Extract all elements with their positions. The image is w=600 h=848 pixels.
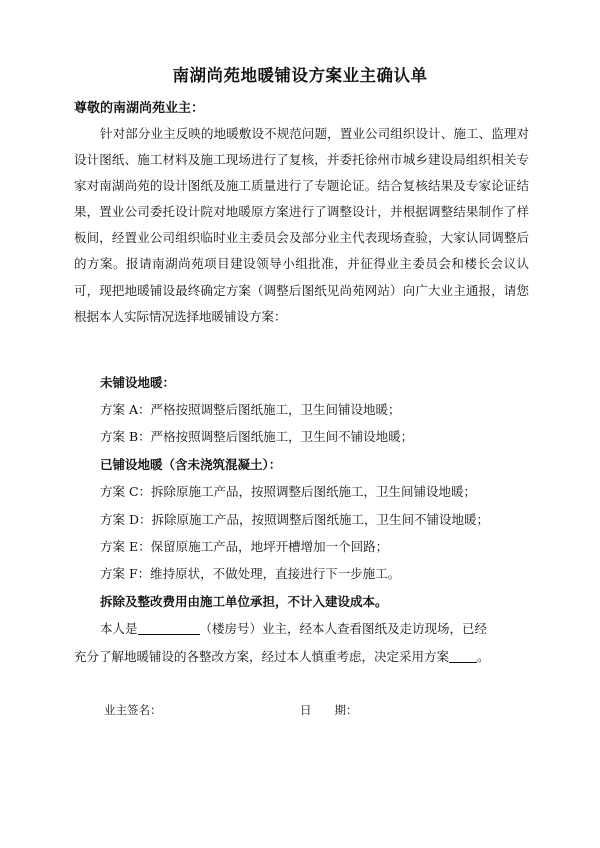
confirmation-text-1: 本人是 [100,621,138,636]
signature-label: 业主签名： [104,703,162,717]
date-label: 日 期： [300,703,358,717]
confirmation-line-2 [74,647,490,665]
option-e: 方案 E：保留原施工产品，地坪开槽增加一个回路； [100,539,389,554]
confirmation-text-4: 。 [477,649,490,664]
option-f: 方案 F：维持原状，不做处理，直接进行下一步施工。 [100,566,401,581]
option-b: 方案 B：严格按照调整后图纸施工，卫生间不铺设地暖； [100,429,414,444]
document-title: 南湖尚苑地暖铺设方案业主确认单 [172,66,428,85]
cost-note: 拆除及整改费用由施工单位承担，不计入建设成本。 [100,594,388,609]
confirmation-text-3: 充分了解地暖铺设的各整改方案，经过本人慎重考虑，决定采用方案 [74,649,450,664]
section-heading-installed: 已铺设地暖（含未浇筑混凝土）： [100,457,282,472]
option-d: 方案 D：拆除原施工产品，按照调整后图纸施工，卫生间不铺设地暖； [100,512,489,527]
confirmation-text-2: （楼房号）业主，经本人查看图纸及走访现场，已经 [199,621,488,636]
chosen-option-blank[interactable] [449,662,477,663]
confirmation-line-1 [100,619,487,637]
intro-paragraph: 针对部分业主反映的地暖敷设不规范问题，置业公司组织设计、施工、监理对设计图纸、施工材料及施工现场进行了复核，并委托徐州市城乡建设局组织相关专家对南湖尚苑的设计图纸及施工质量进行了专题论证。结合复核结果及专家论证结果，置业公司委托设计院对地暖原方案进行了调整设计，并根据调整结果制作了样板间，经置业公司组织临时业主委员会及部分业主代表现场查验，大家认同调整后的方案。报请南湖尚苑项目建设领导小组批准，并征得业主委员会和楼长会议认可，现把地暖铺设最终确定方案（调整后图纸见尚苑网站）向广大业主通报，请您根据本人实际情况选择地暖铺设方案： [74,126,529,324]
greeting: 尊敬的南湖尚苑业主： [74,101,205,116]
option-c: 方案 C：拆除原施工产品，按照调整后图纸施工，卫生间铺设地暖； [100,484,477,499]
room-number-blank[interactable] [138,634,200,635]
option-a: 方案 A：严格按照调整后图纸施工，卫生间铺设地暖； [100,402,401,417]
section-heading-not-installed: 未铺设地暖： [100,375,176,390]
